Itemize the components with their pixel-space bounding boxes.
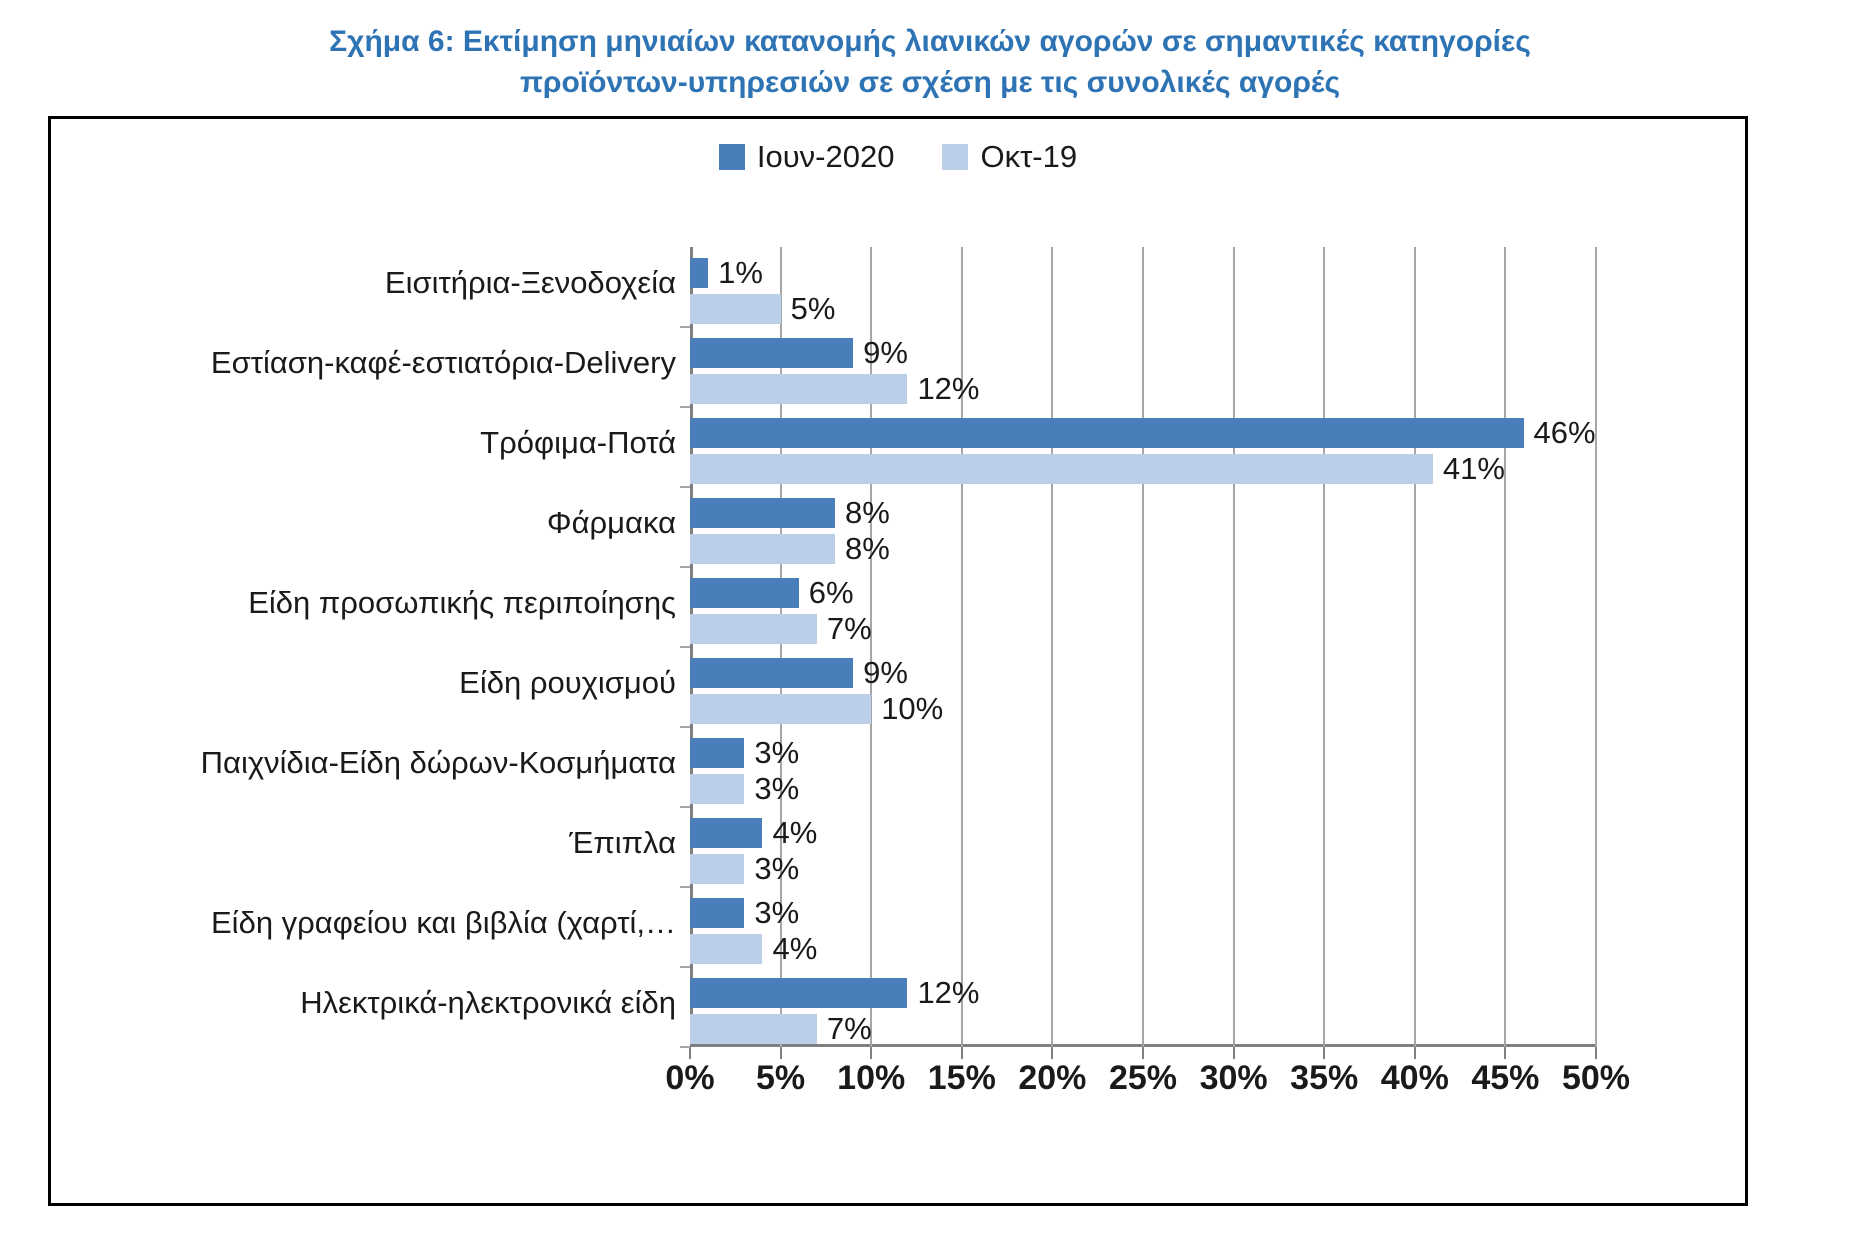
bar-value-label: 41% (1442, 450, 1505, 486)
x-axis-tick (1323, 1047, 1325, 1059)
x-axis-tick (1595, 1047, 1597, 1059)
x-tick-label: 10% (837, 1059, 906, 1097)
x-axis-tick (870, 1047, 872, 1059)
x-axis-tick (1233, 1047, 1235, 1059)
bar[interactable] (690, 454, 1433, 484)
category-label: Παιχνίδια-Είδη δώρων-Κοσμήματα (200, 745, 676, 780)
x-tick-label: 25% (1108, 1059, 1178, 1097)
x-tick-label: 15% (927, 1059, 996, 1097)
bar[interactable] (690, 934, 762, 964)
chart-category-row (480, 407, 1596, 487)
bar[interactable] (690, 258, 708, 288)
bar-group-series-0 (690, 254, 1596, 290)
chart-category-row (248, 567, 1596, 647)
category-label: Είδη προσωπικής περιποίησης (248, 585, 676, 620)
x-tick-label: 45% (1471, 1059, 1540, 1097)
x-tick-label: 20% (1018, 1059, 1087, 1097)
category-label: Είδη ρουχισμού (459, 665, 676, 700)
x-axis-tick (1051, 1047, 1053, 1059)
bar-value-label: 4% (772, 930, 818, 966)
bar-value-label: 3% (754, 770, 800, 806)
chart-category-row (200, 727, 1596, 807)
legend-item-series-0[interactable] (719, 139, 895, 175)
bar-value-label: 12% (917, 974, 980, 1010)
category-label: Εστίαση-καφέ-εστιατόρια-Delivery (210, 345, 676, 380)
chart-legend (51, 139, 1745, 175)
legend-label-series-0: Ιουν-2020 (756, 139, 895, 174)
y-axis-tick (680, 406, 690, 408)
bar-value-label: 46% (1533, 414, 1596, 450)
bar-group-series-1 (690, 370, 1596, 406)
bar-group-series-1 (690, 930, 1596, 966)
bar-group-series-0 (690, 414, 1596, 450)
bar-value-label: 3% (754, 850, 800, 886)
bar-group-series-1 (690, 850, 1596, 886)
y-axis-tick (680, 966, 690, 968)
x-tick-label: 50% (1561, 1059, 1631, 1097)
bar-value-label: 1% (718, 254, 763, 290)
y-axis-tick (680, 726, 690, 728)
bar-group-series-1 (690, 450, 1596, 486)
chart-category-row (210, 327, 1596, 407)
bar-group-series-0 (690, 734, 1596, 770)
bar-group-series-1 (690, 530, 1596, 566)
bar-value-label: 9% (863, 334, 908, 370)
x-tick-label: 30% (1199, 1059, 1268, 1097)
bar-group-series-1 (690, 1010, 1596, 1046)
bar[interactable] (690, 818, 762, 848)
legend-swatch-series-1 (942, 144, 968, 170)
category-label: Φάρμακα (546, 505, 676, 540)
bar-group-series-0 (690, 574, 1596, 610)
bar-value-label: 8% (844, 494, 890, 530)
bar-value-label: 3% (754, 734, 800, 770)
category-label: Εισιτήρια-Ξενοδοχεία (384, 265, 676, 300)
x-axis-tick-labels (665, 1059, 1631, 1119)
bar-value-label: 5% (790, 290, 836, 326)
bar-value-label: 4% (772, 814, 818, 850)
y-axis-tick (680, 1046, 690, 1048)
bar[interactable] (690, 774, 744, 804)
chart-category-row (569, 807, 1596, 887)
bar-value-label: 8% (844, 530, 890, 566)
title-line-2: προϊόντων-υπηρεσιών σε σχέση με τις συνολικές αγορές (519, 65, 1341, 99)
x-axis-tick (961, 1047, 963, 1059)
x-axis-tick (689, 1047, 691, 1059)
chart-category-row (546, 487, 1596, 567)
bar[interactable] (690, 374, 907, 404)
x-tick-label: 5% (756, 1059, 806, 1097)
x-axis-tick (1414, 1047, 1416, 1059)
bar[interactable] (690, 1014, 817, 1044)
bar-group-series-0 (690, 654, 1596, 690)
bar[interactable] (690, 854, 744, 884)
y-axis-tick (680, 326, 690, 328)
y-axis-tick (680, 806, 690, 808)
legend-swatch-series-0 (719, 144, 745, 170)
bar-value-label: 3% (754, 894, 800, 930)
chart-category-row (459, 647, 1596, 727)
x-tick-label: 0% (665, 1059, 715, 1097)
category-label: Έπιπλα (569, 825, 676, 860)
bar[interactable] (690, 978, 907, 1008)
bar[interactable] (690, 694, 871, 724)
bar-group-series-0 (690, 894, 1596, 930)
x-axis-tick (1504, 1047, 1506, 1059)
chart-category-row (211, 887, 1596, 967)
bar[interactable] (690, 534, 835, 564)
y-axis-tick (680, 886, 690, 888)
bar-value-label: 7% (826, 1010, 872, 1046)
bar[interactable] (690, 498, 835, 528)
legend-label-series-1: Οκτ-19 (980, 139, 1078, 174)
bar-value-label: 12% (917, 370, 980, 406)
legend-item-series-1[interactable] (942, 139, 1077, 175)
category-label: Είδη γραφείου και βιβλία (χαρτί,… (211, 905, 676, 940)
bar-group-series-0 (690, 814, 1596, 850)
bar[interactable] (690, 614, 817, 644)
bar[interactable] (690, 738, 744, 768)
bar[interactable] (690, 418, 1524, 448)
bar-group-series-1 (690, 770, 1596, 806)
bar-group-series-0 (690, 334, 1596, 370)
bar[interactable] (690, 578, 799, 608)
plot-area (200, 247, 1596, 1047)
y-axis-tick (680, 646, 690, 648)
x-axis-tick (780, 1047, 782, 1059)
bar-group-series-0 (690, 494, 1596, 530)
bar[interactable] (690, 658, 853, 688)
category-label: Τρόφιμα-Ποτά (480, 425, 676, 460)
chart-category-row (384, 247, 1596, 327)
category-label: Ηλεκτρικά-ηλεκτρονικά είδη (300, 985, 676, 1020)
bar-group-series-0 (690, 974, 1596, 1010)
bar-group-series-1 (690, 610, 1596, 646)
title-line-1: Σχήμα 6: Εκτίμηση μηνιαίων κατανομής λιανικών αγορών σε σημαντικές κατηγορίες (329, 25, 1531, 58)
x-axis-tick (1142, 1047, 1144, 1059)
bar[interactable] (690, 898, 744, 928)
chart-frame (48, 116, 1748, 1206)
bar[interactable] (690, 338, 853, 368)
bar-value-label: 10% (881, 690, 944, 726)
y-axis-tick (680, 566, 690, 568)
bar-value-label: 6% (808, 574, 854, 610)
bar-group-series-1 (690, 690, 1596, 726)
x-tick-label: 40% (1380, 1059, 1449, 1097)
page-title (100, 22, 1760, 103)
bar-value-label: 7% (826, 610, 872, 646)
y-axis-tick (680, 486, 690, 488)
chart-category-row (300, 967, 1596, 1047)
bar-group-series-1 (690, 290, 1596, 326)
bar[interactable] (690, 294, 781, 324)
bar-value-label: 9% (863, 654, 908, 690)
x-tick-label: 35% (1290, 1059, 1359, 1097)
